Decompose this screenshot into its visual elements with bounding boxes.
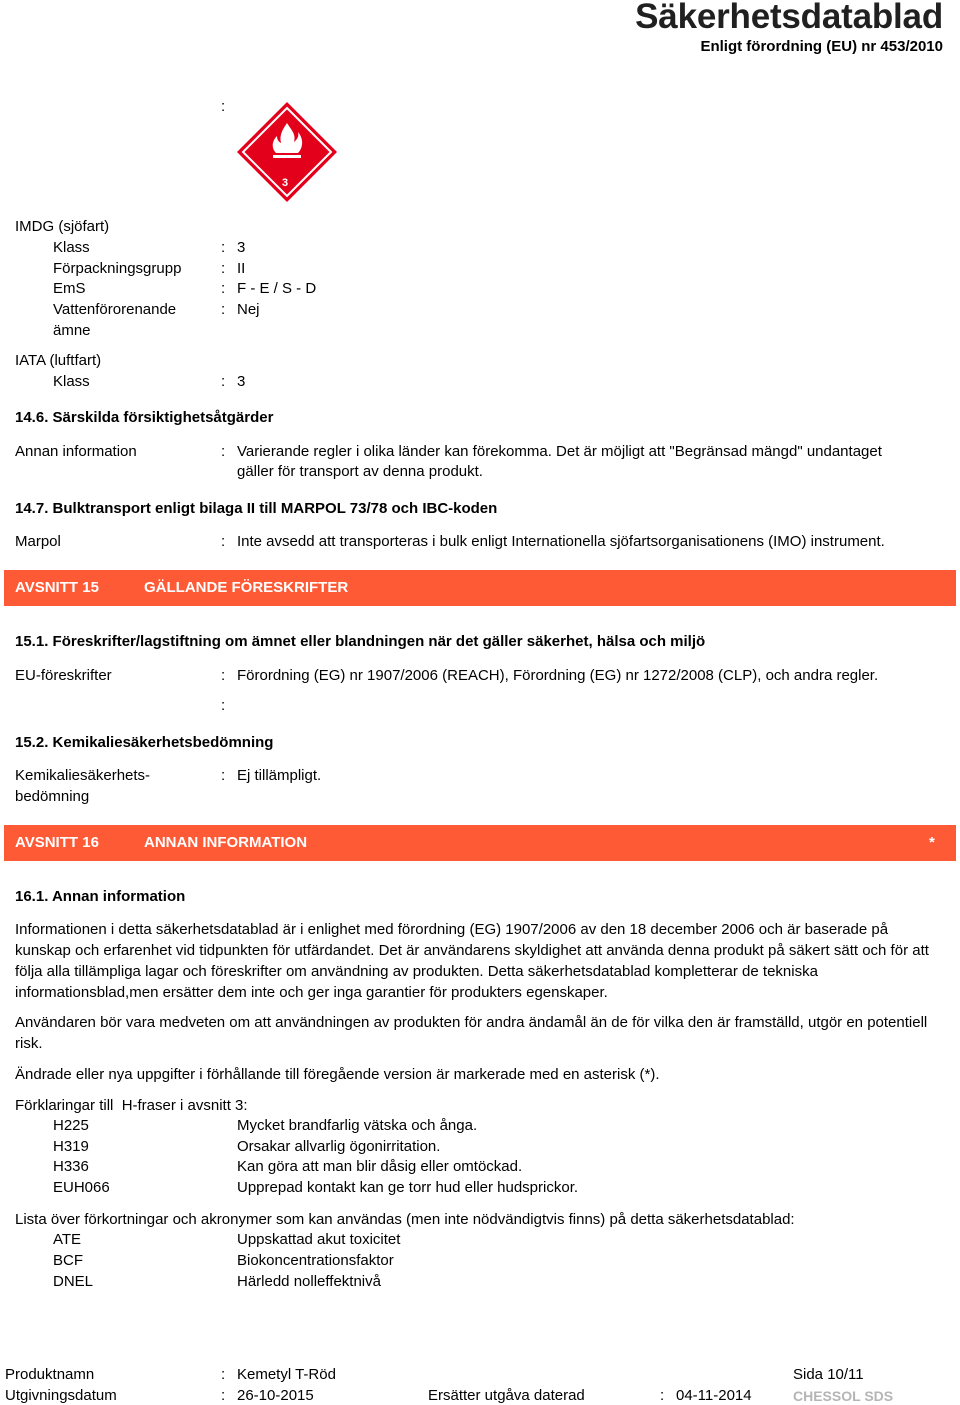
h-phrase-code: H319 — [53, 1138, 89, 1155]
section-15-1-heading: 15.1. Föreskrifter/lagstiftning om ämnet eller blandningen när det gäller säkerhet, hälsa och miljö — [15, 633, 706, 650]
other-info-line-1: Varierande regler i olika länder kan förekomma. Det är möjligt att "Begränsad mängd" undantaget — [237, 443, 882, 460]
section-16-banner — [4, 825, 956, 861]
imdg-ems-colon: : — [221, 280, 226, 297]
eu-regulations-value: Förordning (EG) nr 1907/2006 (REACH), Förordning (EG) nr 1272/2008 (CLP), och andra regler. — [237, 667, 879, 684]
h-phrase-text: Mycket brandfarlig vätska och ånga. — [237, 1117, 478, 1134]
iata-heading: IATA (luftfart) — [15, 352, 102, 369]
abbreviation-code: BCF — [53, 1252, 83, 1269]
marpol-colon: : — [221, 533, 226, 550]
imdg-packing-label: Förpackningsgrupp — [53, 260, 182, 277]
imdg-pollutant-label-2: ämne — [53, 322, 91, 339]
section-15-title: GÄLLANDE FÖRESKRIFTER — [144, 579, 349, 596]
iata-class-label: Klass — [53, 373, 90, 390]
footer-product-value: Kemetyl T-Röd — [237, 1366, 336, 1383]
abbreviation-code: ATE — [53, 1231, 82, 1248]
eu-regulations-label: EU-föreskrifter — [15, 667, 112, 684]
section-15-number: AVSNITT 15 — [15, 579, 99, 596]
footer-replaces-value: 04-11-2014 — [676, 1387, 752, 1404]
footer-page-number: Sida 10/11 — [793, 1366, 864, 1383]
other-info-line-2: gäller för transport av denna produkt. — [237, 463, 483, 480]
h-phrases-intro: Förklaringar till H-fraser i avsnitt 3: — [15, 1097, 248, 1114]
abbreviation-text: Uppskattad akut toxicitet — [237, 1231, 401, 1248]
eu-regulations-colon: : — [221, 667, 226, 684]
section-15-2-heading: 15.2. Kemikaliesäkerhetsbedömning — [15, 734, 274, 751]
document-title: Säkerhetsdatablad — [635, 0, 943, 36]
section-16-title: ANNAN INFORMATION — [144, 834, 308, 851]
document-subtitle: Enligt förordning (EU) nr 453/2010 — [700, 38, 943, 55]
footer-issue-label: Utgivningsdatum — [5, 1387, 117, 1404]
h-phrase-code: EUH066 — [53, 1179, 110, 1196]
h-phrase-code: H225 — [53, 1117, 89, 1134]
imdg-heading: IMDG (sjöfart) — [15, 218, 110, 235]
footer-product-colon: : — [221, 1366, 226, 1383]
h-phrase-text: Orsakar allvarlig ögonirritation. — [237, 1138, 441, 1155]
chemical-safety-value: Ej tillämpligt. — [237, 767, 322, 784]
footer-issue-value: 26-10-2015 — [237, 1387, 314, 1404]
abbreviations-intro: Lista över förkortningar och akronymer som kan användas (men inte nödvändigtvis finns) på detta säkerhetsdatablad: — [15, 1211, 795, 1228]
info-paragraph-2: Användaren bör vara medveten om att användningen av produkten för andra ändamål än de för vilka den är framställd, utgör en potentiell risk. — [15, 1014, 928, 1052]
section-14-6-heading: 14.6. Särskilda försiktighetsåtgärder — [15, 409, 274, 426]
imdg-pollutant-label: Vattenförorenande — [53, 301, 177, 318]
imdg-class-colon: : — [221, 239, 226, 256]
imdg-class-value: 3 — [237, 239, 246, 256]
chemical-safety-colon: : — [221, 767, 226, 784]
imdg-packing-colon: : — [221, 260, 226, 277]
imdg-ems-label: EmS — [53, 280, 86, 297]
chemical-safety-label-2: bedömning — [15, 788, 90, 805]
pictogram-colon: : — [221, 98, 226, 115]
section-16-asterisk: * — [929, 834, 935, 851]
iata-class-value: 3 — [237, 373, 246, 390]
info-paragraph-3: Ändrade eller nya uppgifter i förhållande till föregående version är markerade med en asterisk (*). — [15, 1066, 660, 1083]
section-16-1-heading: 16.1. Annan information — [15, 888, 186, 905]
footer-replaces-label: Ersätter utgåva daterad — [428, 1387, 585, 1404]
iata-class-colon: : — [221, 373, 226, 390]
imdg-pollutant-value: Nej — [237, 301, 260, 318]
abbreviation-code: DNEL — [53, 1273, 94, 1290]
imdg-ems-value: F - E / S - D — [237, 280, 317, 297]
abbreviation-text: Härledd nolleffektnivå — [237, 1273, 381, 1290]
h-phrase-text: Upprepad kontakt kan ge torr hud eller hudsprickor. — [237, 1179, 579, 1196]
marpol-value: Inte avsedd att transporteras i bulk enligt Internationella sjöfartsorganisationens (IMO) instrument. — [237, 533, 885, 550]
info-paragraph-1: Informationen i detta säkerhetsdatablad är i enlighet med förordning (EG) 1907/2006 av den 18 december 2006 och är baserade på kunskap och erfarenhet vid tidpunkten för utfärdandet. Det är användarens skyldighet att använda denna produkt på säkert sätt och för att följa alla tillämpliga lagar och föreskrifter om användning av produkten. Detta säkerhetsdatablad kompletterar de tekniska informationsblad,men ersätter dem inte och ger inga garantier för produkters egenskaper. — [15, 921, 929, 1001]
pictogram-class-label: 3 — [282, 177, 289, 189]
footer-product-label: Produktnamn — [5, 1366, 95, 1383]
imdg-pollutant-colon: : — [221, 301, 226, 318]
section-16-number: AVSNITT 16 — [15, 834, 99, 851]
footer-brand: CHESSOL SDS — [793, 1388, 894, 1404]
other-info-colon: : — [221, 443, 226, 460]
imdg-class-label: Klass — [53, 239, 90, 256]
footer-replaces-colon: : — [660, 1387, 665, 1404]
other-info-label: Annan information — [15, 443, 137, 460]
section-14-7-heading: 14.7. Bulktransport enligt bilaga II till MARPOL 73/78 och IBC-koden — [15, 500, 498, 517]
h-phrase-text: Kan göra att man blir dåsig eller omtöckad. — [237, 1158, 523, 1175]
chemical-safety-label-1: Kemikaliesäkerhets- — [15, 767, 151, 784]
footer-issue-colon: : — [221, 1387, 226, 1404]
marpol-label: Marpol — [15, 533, 61, 550]
h-phrase-code: H336 — [53, 1158, 89, 1175]
imdg-packing-value: II — [237, 260, 246, 277]
eu-regulations-extra-colon: : — [221, 697, 226, 714]
section-15-banner — [4, 570, 956, 606]
abbreviation-text: Biokoncentrationsfaktor — [237, 1252, 394, 1269]
